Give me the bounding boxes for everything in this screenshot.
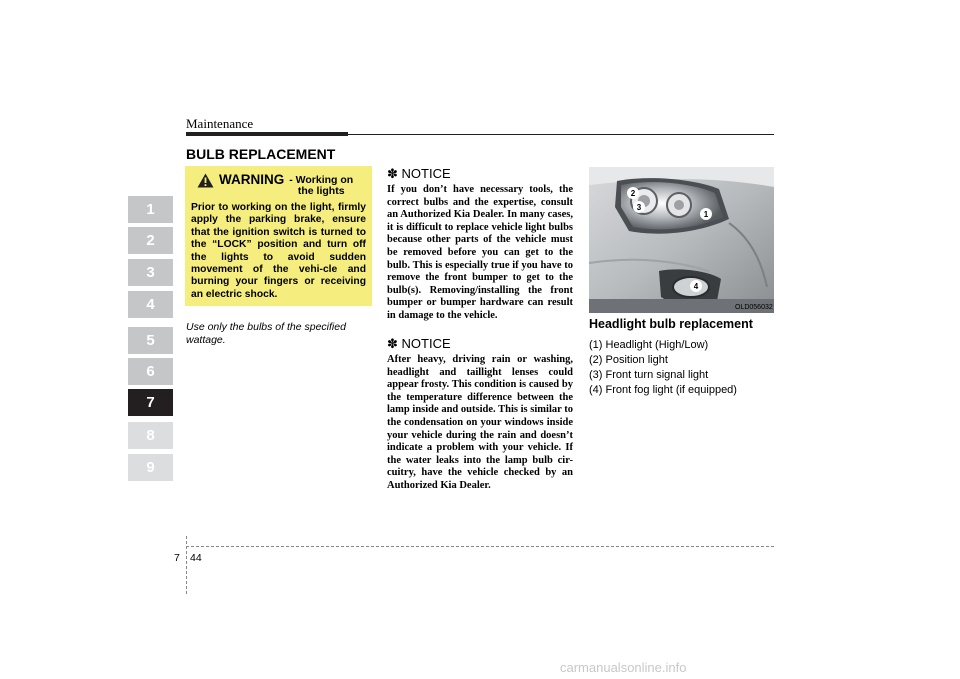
footer-rule xyxy=(186,546,774,547)
warning-box xyxy=(185,166,372,306)
callout-1: 1 xyxy=(703,210,709,219)
chapter-tab-label: 5 xyxy=(146,332,155,349)
watermark: carmanualsonline.info xyxy=(560,660,687,675)
header-rule-thick xyxy=(186,132,348,136)
footer-chapter-number: 7 xyxy=(174,552,180,564)
chapter-tab-label: 8 xyxy=(146,427,155,444)
notice-tools xyxy=(387,166,573,323)
notice-condensation xyxy=(387,336,573,493)
warning-triangle-icon xyxy=(197,173,214,188)
notice-label: NOTICE xyxy=(401,336,451,351)
notice-text: If you don’t have necessary tools, the correct bulbs and the expertise, consult an Authorized Kia Dealer. In many cases, it is difficult to replace vehicle light bulbs because other parts of the vehicle must be removed before you can get to the bulb. This is especially true if you have to remove the front bumper to get to the bulb(s). Removing/installing the front bumper or bumper hardware can result in damage to the vehicle. xyxy=(387,184,573,321)
chapter-tab-8[interactable] xyxy=(128,422,173,449)
callout-4: 4 xyxy=(693,282,699,291)
bulb-wattage-note: Use only the bulbs of the specified wattage. xyxy=(186,321,346,346)
warning-subject-line1: - Working on xyxy=(289,174,354,186)
chapter-tab-label: 3 xyxy=(146,264,155,281)
callout-3: 3 xyxy=(636,203,642,212)
footer-divider xyxy=(186,536,187,594)
chapter-tab-label: 1 xyxy=(146,201,155,218)
legend-item: (1) Headlight (High/Low) xyxy=(589,339,709,351)
callout-2: 2 xyxy=(630,189,636,198)
warning-label: WARNING xyxy=(219,172,285,187)
chapter-tab-label: 7 xyxy=(146,394,155,411)
chapter-tab-label: 2 xyxy=(146,232,155,249)
chapter-tab-4[interactable] xyxy=(128,291,173,318)
chapter-tab-2[interactable] xyxy=(128,227,173,254)
notice-heading xyxy=(387,336,573,352)
footer-page-number: 44 xyxy=(190,552,202,564)
notice-symbol-icon: ✽ xyxy=(387,166,398,181)
legend-item: (3) Front turn signal light xyxy=(589,369,709,381)
warning-subject-line2: the lights xyxy=(297,185,345,197)
chapter-tab-9[interactable] xyxy=(128,454,173,481)
notice-label: NOTICE xyxy=(401,166,451,181)
warning-text: Prior to working on the light, firmly apply the parking brake, ensure that the ignition switch is turned to the “LOCK” position and turn off the lights to avoid sudden movement of the vehi-cle and burning your fingers or receiving an electric shock. xyxy=(191,202,366,300)
header-section-title: Maintenance xyxy=(186,116,254,131)
chapter-tab-label: 4 xyxy=(146,296,155,313)
figure-legend xyxy=(589,338,737,398)
chapter-tab-label: 9 xyxy=(146,459,155,476)
figure-caption-title: Headlight bulb replacement xyxy=(589,317,753,331)
notice-symbol-icon: ✽ xyxy=(387,336,398,351)
notice-heading xyxy=(387,166,573,182)
car-front-illustration xyxy=(589,167,774,313)
legend-item: (2) Position light xyxy=(589,354,668,366)
headlight-photo xyxy=(589,167,774,313)
figure-code: OLD056032 xyxy=(735,304,773,311)
warning-heading xyxy=(197,173,366,197)
chapter-tab-5[interactable] xyxy=(128,327,173,354)
chapter-tab-3[interactable] xyxy=(128,259,173,286)
notice-text: After heavy, driving rain or washing, headlight and taillight lenses could appear frosty. This condition is caused by the temperature difference between the lamp inside and outside. This is similar to the condensation on your windows inside your vehicle during the rain and doesn’t indicate a problem with your vehicle. If the water leaks into the lamp bulb cir-cuitry, have the vehicle checked by an Authorized Kia Dealer. xyxy=(387,354,573,491)
page-title: BULB REPLACEMENT xyxy=(186,146,336,162)
chapter-tab-7[interactable] xyxy=(128,389,173,416)
header-rule-thin xyxy=(348,134,774,135)
chapter-tab-6[interactable] xyxy=(128,358,173,385)
legend-item: (4) Front fog light (if equipped) xyxy=(589,384,737,396)
chapter-tab-1[interactable] xyxy=(128,196,173,223)
chapter-tab-label: 6 xyxy=(146,363,155,380)
